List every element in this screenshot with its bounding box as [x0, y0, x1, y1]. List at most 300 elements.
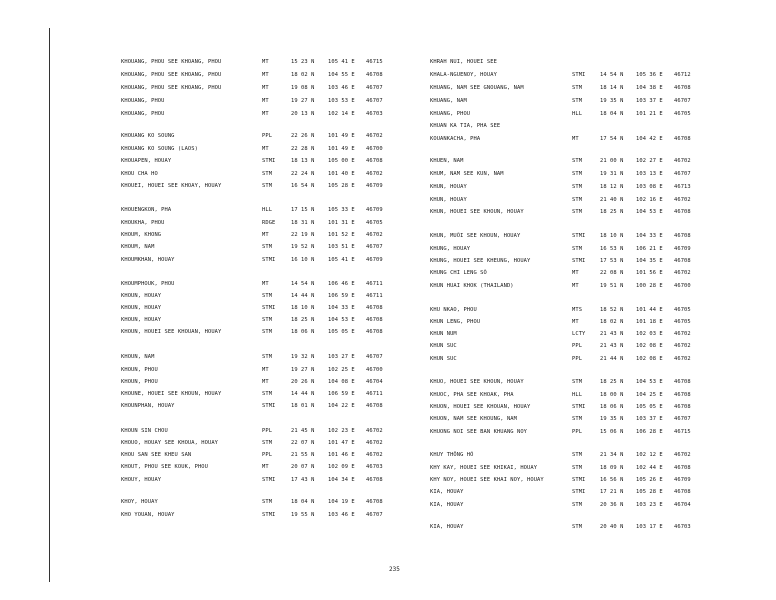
- place-name: KHUM, NAM SEE KUN, NAM: [430, 171, 504, 177]
- latitude: 20 07 N: [291, 464, 315, 470]
- gazetteer-entry: [121, 219, 390, 228]
- longitude: 106 59 E: [328, 391, 355, 397]
- place-name: KHOUANG, PHOU: [121, 111, 165, 117]
- feature-type: STM: [572, 379, 583, 385]
- feature-type: STM: [572, 452, 583, 458]
- latitude: 22 24 N: [291, 171, 315, 177]
- map-reference: 46708: [366, 499, 383, 505]
- map-reference: 46708: [366, 329, 383, 335]
- map-reference: 46700: [366, 367, 383, 373]
- feature-type: PPL: [572, 429, 583, 435]
- latitude: 20 26 N: [291, 379, 315, 385]
- map-reference: 46708: [674, 258, 691, 264]
- gazetteer-entry: [430, 318, 698, 327]
- latitude: 18 09 N: [600, 465, 624, 471]
- map-reference: 46702: [674, 356, 691, 362]
- longitude: 105 26 E: [636, 477, 663, 483]
- latitude: 18 10 N: [291, 305, 315, 311]
- longitude: 100 28 E: [636, 283, 663, 289]
- map-reference: 46708: [674, 85, 691, 91]
- latitude: 18 13 N: [291, 158, 315, 164]
- feature-type: STM: [262, 354, 273, 360]
- longitude: 103 27 E: [328, 354, 355, 360]
- longitude: 102 08 E: [636, 356, 663, 362]
- place-name: KHUN, HOUAY: [430, 197, 467, 203]
- feature-type: MT: [262, 464, 269, 470]
- place-name: KHOUN, NAM: [121, 354, 155, 360]
- longitude: 101 46 E: [328, 452, 355, 458]
- feature-type: STMI: [572, 72, 586, 78]
- feature-type: STM: [572, 184, 583, 190]
- place-name: KHOUM, KHONG: [121, 232, 162, 238]
- longitude: 102 16 E: [636, 197, 663, 203]
- gazetteer-entry: [121, 243, 390, 252]
- map-reference: 46702: [674, 343, 691, 349]
- map-reference: 46702: [366, 452, 383, 458]
- gazetteer-entry: [430, 330, 698, 339]
- latitude: 21 34 N: [600, 452, 624, 458]
- latitude: 19 08 N: [291, 85, 315, 91]
- feature-type: MT: [262, 146, 269, 152]
- gazetteer-entry: [121, 182, 390, 191]
- feature-type: STM: [572, 98, 583, 104]
- feature-type: STM: [262, 317, 273, 323]
- latitude: 18 02 N: [291, 72, 315, 78]
- place-name: KHO YOUAN, HOUAY: [121, 512, 175, 518]
- feature-type: STMI: [572, 477, 586, 483]
- feature-type: MT: [572, 283, 579, 289]
- place-name: KHOUNPHAN, HOUAY: [121, 403, 175, 409]
- map-reference: 46703: [366, 111, 383, 117]
- feature-type: MT: [262, 281, 269, 287]
- longitude: 104 25 E: [636, 392, 663, 398]
- longitude: 102 23 E: [328, 428, 355, 434]
- feature-type: STMI: [262, 257, 276, 263]
- map-reference: 46702: [674, 452, 691, 458]
- place-name: KHUNG, HOUEI SEE KHEUNG, HOUAY: [430, 258, 531, 264]
- feature-type: STM: [262, 244, 273, 250]
- map-reference: 46712: [674, 72, 691, 78]
- latitude: 18 25 N: [600, 379, 624, 385]
- longitude: 102 12 E: [636, 452, 663, 458]
- feature-type: STM: [572, 171, 583, 177]
- latitude: 18 02 N: [600, 319, 624, 325]
- map-reference: 46708: [674, 404, 691, 410]
- gazetteer-entry: [121, 511, 390, 520]
- map-reference: 46708: [674, 392, 691, 398]
- feature-type: MTS: [572, 307, 583, 313]
- latitude: 20 13 N: [291, 111, 315, 117]
- map-reference: 46707: [366, 244, 383, 250]
- gazetteer-entry: [121, 328, 390, 337]
- place-name: KHUONG NOI SEE BAN KHUANG NOY: [430, 429, 528, 435]
- place-name: KHUAN KA TIA, PHA SEE: [430, 123, 501, 129]
- feature-type: STMI: [262, 158, 276, 164]
- place-name: KHOUNE, HOUEI SEE KHOUN, HOUAY: [121, 391, 222, 397]
- latitude: 17 53 N: [600, 258, 624, 264]
- gazetteer-entry: [430, 135, 698, 144]
- place-name: KHUN NUM: [430, 331, 457, 337]
- longitude: 101 49 E: [328, 133, 355, 139]
- place-name: KHUON, HOUEI SEE KHOUAN, HOUAY: [430, 404, 531, 410]
- latitude: 21 55 N: [291, 452, 315, 458]
- gazetteer-entry: [430, 196, 698, 205]
- gazetteer-entry: [121, 304, 390, 313]
- latitude: 18 04 N: [600, 111, 624, 117]
- gazetteer-entry: [121, 110, 390, 119]
- place-name: KHUON, NAM SEE KHOUNG, NAM: [430, 416, 517, 422]
- gazetteer-entry: [430, 523, 698, 532]
- longitude: 103 37 E: [636, 416, 663, 422]
- map-reference: 46711: [366, 293, 383, 299]
- map-reference: 46708: [674, 233, 691, 239]
- map-reference: 46707: [366, 354, 383, 360]
- latitude: 16 53 N: [600, 246, 624, 252]
- feature-type: STM: [262, 171, 273, 177]
- map-reference: 46708: [366, 72, 383, 78]
- feature-type: MT: [262, 232, 269, 238]
- longitude: 102 08 E: [636, 343, 663, 349]
- place-name: KHUN SUC: [430, 356, 457, 362]
- place-name: KHOU CHA HO: [121, 171, 158, 177]
- longitude: 106 28 E: [636, 429, 663, 435]
- place-name: KHOUN, HOUEI SEE KHOUAN, HOUAY: [121, 329, 222, 335]
- gazetteer-entry: [430, 183, 698, 192]
- gazetteer-entry: [121, 145, 390, 154]
- feature-type: HLL: [572, 111, 583, 117]
- longitude: 101 52 E: [328, 232, 355, 238]
- longitude: 104 35 E: [636, 258, 663, 264]
- feature-type: STMI: [262, 477, 276, 483]
- place-name: KHUNG, HOUAY: [430, 246, 471, 252]
- place-name: KHOUANG, PHOU SEE KHOANG, PHOU: [121, 59, 222, 65]
- map-reference: 46707: [366, 85, 383, 91]
- longitude: 103 08 E: [636, 184, 663, 190]
- map-reference: 46702: [674, 197, 691, 203]
- longitude: 103 51 E: [328, 244, 355, 250]
- gazetteer-entry: [430, 84, 698, 93]
- place-name: KHOUMKHAN, HOUAY: [121, 257, 175, 263]
- feature-type: STMI: [572, 489, 586, 495]
- gazetteer-entry: [430, 269, 698, 278]
- longitude: 105 05 E: [636, 404, 663, 410]
- map-reference: 46709: [674, 477, 691, 483]
- longitude: 104 34 E: [328, 477, 355, 483]
- gazetteer-entry: [121, 378, 390, 387]
- longitude: 105 41 E: [328, 257, 355, 263]
- place-name: KHUN, HOUAY: [430, 184, 467, 190]
- gazetteer-entry: [121, 280, 390, 289]
- longitude: 105 00 E: [328, 158, 355, 164]
- longitude: 104 53 E: [636, 209, 663, 215]
- feature-type: STMI: [262, 512, 276, 518]
- latitude: 18 00 N: [600, 392, 624, 398]
- longitude: 106 21 E: [636, 246, 663, 252]
- longitude: 102 09 E: [328, 464, 355, 470]
- latitude: 17 43 N: [291, 477, 315, 483]
- place-name: KHOUANG, PHOU SEE KHOANG, PHOU: [121, 72, 222, 78]
- latitude: 22 26 N: [291, 133, 315, 139]
- place-name: KHOUAPEN, HOUAY: [121, 158, 172, 164]
- longitude: 101 21 E: [636, 111, 663, 117]
- longitude: 104 42 E: [636, 136, 663, 142]
- feature-type: PPL: [572, 356, 583, 362]
- gazetteer-entry: [430, 476, 698, 485]
- place-name: KHU NKAO, PHOU: [430, 307, 477, 313]
- feature-type: STM: [262, 329, 273, 335]
- gazetteer-entry: [121, 84, 390, 93]
- feature-type: RDGE: [262, 220, 276, 226]
- place-name: KHOUN, PHOU: [121, 379, 158, 385]
- place-name: KHUNG CHI LENG SÕ: [430, 270, 487, 276]
- gazetteer-entry: [121, 390, 390, 399]
- gazetteer-entry: [121, 97, 390, 106]
- feature-type: HLL: [262, 207, 273, 213]
- feature-type: STMI: [572, 258, 586, 264]
- feature-type: MT: [262, 85, 269, 91]
- place-name: KHOUENGKON, PHA: [121, 207, 172, 213]
- feature-type: MT: [572, 319, 579, 325]
- gazetteer-entry: [121, 316, 390, 325]
- gazetteer-entry: [121, 476, 390, 485]
- latitude: 17 15 N: [291, 207, 315, 213]
- map-reference: 46703: [366, 464, 383, 470]
- feature-type: PPL: [262, 452, 273, 458]
- longitude: 102 25 E: [328, 367, 355, 373]
- map-reference: 46707: [366, 98, 383, 104]
- place-name: KHOUANG KO SOUNG (LAOS): [121, 146, 198, 152]
- map-reference: 46702: [366, 428, 383, 434]
- gazetteer-entry: [121, 463, 390, 472]
- map-reference: 46709: [366, 257, 383, 263]
- feature-type: STM: [572, 158, 583, 164]
- latitude: 19 35 N: [600, 98, 624, 104]
- longitude: 102 27 E: [636, 158, 663, 164]
- gazetteer-entry: [430, 378, 698, 387]
- latitude: 18 31 N: [291, 220, 315, 226]
- longitude: 101 56 E: [636, 270, 663, 276]
- gazetteer-entry: [121, 427, 390, 436]
- place-name: KOUANKACHA, PHA: [430, 136, 481, 142]
- gazetteer-entry: [121, 231, 390, 240]
- map-reference: 46708: [674, 209, 691, 215]
- place-name: KHOU SAN SEE KHEU SAN: [121, 452, 192, 458]
- feature-type: MT: [262, 72, 269, 78]
- longitude: 106 59 E: [328, 293, 355, 299]
- gazetteer-entry: [121, 206, 390, 215]
- map-reference: 46707: [674, 98, 691, 104]
- gazetteer-entry: [430, 122, 698, 131]
- gazetteer-entry: [121, 157, 390, 166]
- latitude: 16 54 N: [291, 183, 315, 189]
- longitude: 103 13 E: [636, 171, 663, 177]
- place-name: KHOUO, HOUAY SEE KHOUA, HOUAY: [121, 440, 219, 446]
- longitude: 103 17 E: [636, 524, 663, 530]
- latitude: 20 36 N: [600, 502, 624, 508]
- longitude: 103 37 E: [636, 98, 663, 104]
- map-reference: 46708: [366, 305, 383, 311]
- longitude: 101 49 E: [328, 146, 355, 152]
- latitude: 18 06 N: [600, 404, 624, 410]
- longitude: 106 46 E: [328, 281, 355, 287]
- latitude: 19 32 N: [291, 354, 315, 360]
- gazetteer-entry: [121, 498, 390, 507]
- map-reference: 46707: [674, 416, 691, 422]
- latitude: 15 06 N: [600, 429, 624, 435]
- map-reference: 46715: [674, 429, 691, 435]
- feature-type: STM: [572, 197, 583, 203]
- place-name: KHUO, HOUEI SEE KHOUN, HOUAY: [430, 379, 524, 385]
- feature-type: STM: [572, 502, 583, 508]
- longitude: 101 47 E: [328, 440, 355, 446]
- map-reference: 46713: [674, 184, 691, 190]
- longitude: 101 31 E: [328, 220, 355, 226]
- gazetteer-entry: [430, 306, 698, 315]
- place-name: KHOUANG KO SOUNG: [121, 133, 175, 139]
- gazetteer-entry: [121, 170, 390, 179]
- map-reference: 46715: [366, 59, 383, 65]
- place-name: KHUN SUC: [430, 343, 457, 349]
- place-name: KHOUN, HOUAY: [121, 293, 162, 299]
- gazetteer-entry: [430, 488, 698, 497]
- place-name: KHOUKHA, PHOU: [121, 220, 165, 226]
- map-reference: 46708: [366, 477, 383, 483]
- gazetteer-entry: [121, 256, 390, 265]
- feature-type: STM: [572, 416, 583, 422]
- longitude: 103 23 E: [636, 502, 663, 508]
- map-reference: 46708: [366, 403, 383, 409]
- place-name: KHOUT, PHOU SEE KOUK, PHOU: [121, 464, 208, 470]
- latitude: 18 52 N: [600, 307, 624, 313]
- latitude: 16 56 N: [600, 477, 624, 483]
- gazetteer-entry: [430, 342, 698, 351]
- latitude: 18 01 N: [291, 403, 315, 409]
- latitude: 14 54 N: [291, 281, 315, 287]
- longitude: 104 53 E: [328, 317, 355, 323]
- feature-type: LCTY: [572, 331, 586, 337]
- feature-type: PPL: [572, 343, 583, 349]
- place-name: KHOY, HOUAY: [121, 499, 158, 505]
- map-reference: 46708: [366, 158, 383, 164]
- latitude: 19 27 N: [291, 367, 315, 373]
- place-name: KHY NOY, HOUEI SEE KHAI NOY, HOUAY: [430, 477, 544, 483]
- map-reference: 46709: [674, 246, 691, 252]
- gazetteer-entry: [430, 97, 698, 106]
- feature-type: STMI: [262, 403, 276, 409]
- gazetteer-entry: [430, 282, 698, 291]
- latitude: 21 40 N: [600, 197, 624, 203]
- feature-type: STM: [572, 524, 583, 530]
- gazetteer-entry: [430, 391, 698, 400]
- feature-type: MT: [572, 136, 579, 142]
- feature-type: STM: [262, 391, 273, 397]
- latitude: 19 27 N: [291, 98, 315, 104]
- longitude: 105 33 E: [328, 207, 355, 213]
- map-reference: 46707: [366, 512, 383, 518]
- place-name: KIA, HOUAY: [430, 502, 464, 508]
- latitude: 22 07 N: [291, 440, 315, 446]
- feature-type: STMI: [572, 233, 586, 239]
- longitude: 104 53 E: [636, 379, 663, 385]
- latitude: 18 10 N: [600, 233, 624, 239]
- gazetteer-entry: [430, 208, 698, 217]
- map-reference: 46702: [366, 440, 383, 446]
- latitude: 18 12 N: [600, 184, 624, 190]
- map-reference: 46711: [366, 391, 383, 397]
- latitude: 18 14 N: [600, 85, 624, 91]
- latitude: 14 44 N: [291, 391, 315, 397]
- map-reference: 46705: [674, 111, 691, 117]
- longitude: 101 40 E: [328, 171, 355, 177]
- gazetteer-entry: [430, 110, 698, 119]
- gazetteer-entry: [430, 428, 698, 437]
- longitude: 102 14 E: [328, 111, 355, 117]
- longitude: 105 05 E: [328, 329, 355, 335]
- map-reference: 46702: [674, 270, 691, 276]
- place-name: KHOUM, NAM: [121, 244, 155, 250]
- map-reference: 46702: [366, 232, 383, 238]
- gazetteer-entry: [430, 501, 698, 510]
- feature-type: MT: [262, 59, 269, 65]
- longitude: 104 38 E: [636, 85, 663, 91]
- latitude: 18 25 N: [600, 209, 624, 215]
- gazetteer-entry: [430, 71, 698, 80]
- gazetteer-entry: [121, 71, 390, 80]
- map-reference: 46702: [674, 331, 691, 337]
- place-name: KIA, HOUAY: [430, 524, 464, 530]
- latitude: 19 51 N: [600, 283, 624, 289]
- place-name: KHUN LENG, PHOU: [430, 319, 481, 325]
- place-name: KHRAH NUI, HOUEI SEE: [430, 59, 497, 65]
- longitude: 105 41 E: [328, 59, 355, 65]
- feature-type: STMI: [262, 305, 276, 311]
- gazetteer-entry: [430, 257, 698, 266]
- gazetteer-entry: [430, 355, 698, 364]
- latitude: 18 06 N: [291, 329, 315, 335]
- feature-type: STM: [572, 246, 583, 252]
- gazetteer-entry: [430, 451, 698, 460]
- latitude: 20 40 N: [600, 524, 624, 530]
- latitude: 15 23 N: [291, 59, 315, 65]
- gazetteer-entry: [121, 292, 390, 301]
- feature-type: STM: [262, 183, 273, 189]
- map-reference: 46708: [674, 136, 691, 142]
- map-reference: 46705: [366, 220, 383, 226]
- gazetteer-entry: [121, 451, 390, 460]
- place-name: KHALA-NGUENOY, HOUAY: [430, 72, 497, 78]
- longitude: 103 53 E: [328, 98, 355, 104]
- place-name: KHOUN, PHOU: [121, 367, 158, 373]
- map-reference: 46705: [674, 319, 691, 325]
- place-name: KIA, HOUAY: [430, 489, 464, 495]
- feature-type: STM: [572, 209, 583, 215]
- place-name: KHOUMPHOUK, PHOU: [121, 281, 175, 287]
- map-reference: 46708: [674, 465, 691, 471]
- gazetteer-entry: [430, 58, 698, 67]
- longitude: 103 46 E: [328, 512, 355, 518]
- map-reference: 46703: [674, 524, 691, 530]
- gazetteer-entry: [121, 58, 390, 67]
- map-reference: 46708: [674, 489, 691, 495]
- feature-type: MT: [572, 270, 579, 276]
- longitude: 102 44 E: [636, 465, 663, 471]
- latitude: 19 31 N: [600, 171, 624, 177]
- latitude: 17 21 N: [600, 489, 624, 495]
- longitude: 104 08 E: [328, 379, 355, 385]
- place-name: KHOUN, HOUAY: [121, 305, 162, 311]
- map-reference: 46702: [366, 133, 383, 139]
- latitude: 21 45 N: [291, 428, 315, 434]
